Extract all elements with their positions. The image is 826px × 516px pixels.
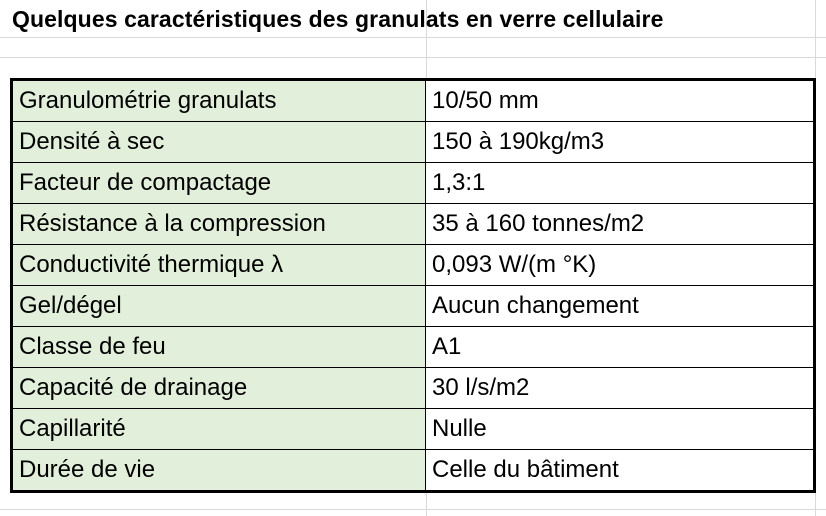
gridline-horizontal [0,37,826,38]
table-row [12,163,815,204]
table-row [12,286,815,327]
value-cell[interactable]: Celle du bâtiment [426,450,815,492]
characteristics-table [10,78,816,493]
label-cell[interactable]: Conductivité thermique λ [12,245,426,286]
value-cell[interactable]: A1 [426,327,815,368]
value-cell[interactable]: Aucun changement [426,286,815,327]
table-row [12,245,815,286]
table-row [12,368,815,409]
value-cell[interactable]: 30 l/s/m2 [426,368,815,409]
value-cell[interactable]: 35 à 160 tonnes/m2 [426,204,815,245]
label-cell[interactable]: Facteur de compactage [12,163,426,204]
label-cell[interactable]: Gel/dégel [12,286,426,327]
label-cell[interactable]: Durée de vie [12,450,426,492]
value-cell[interactable]: 150 à 190kg/m3 [426,122,815,163]
label-cell[interactable]: Résistance à la compression [12,204,426,245]
sheet-title[interactable]: Quelques caractéristiques des granulats en verre cellulaire [12,6,664,32]
label-cell[interactable]: Granulométrie granulats [12,80,426,122]
gridline-horizontal [0,509,826,510]
table-row [12,327,815,368]
value-cell[interactable]: 10/50 mm [426,80,815,122]
value-cell[interactable]: 1,3:1 [426,163,815,204]
label-cell[interactable]: Capacité de drainage [12,368,426,409]
table-row [12,80,815,122]
label-cell[interactable]: Classe de feu [12,327,426,368]
label-cell[interactable]: Densité à sec [12,122,426,163]
value-cell[interactable]: Nulle [426,409,815,450]
label-cell[interactable]: Capillarité [12,409,426,450]
table-row [12,450,815,492]
table-row [12,409,815,450]
gridline-horizontal [0,57,826,58]
value-cell[interactable]: 0,093 W/(m °K) [426,245,815,286]
table-row [12,204,815,245]
table-row [12,122,815,163]
